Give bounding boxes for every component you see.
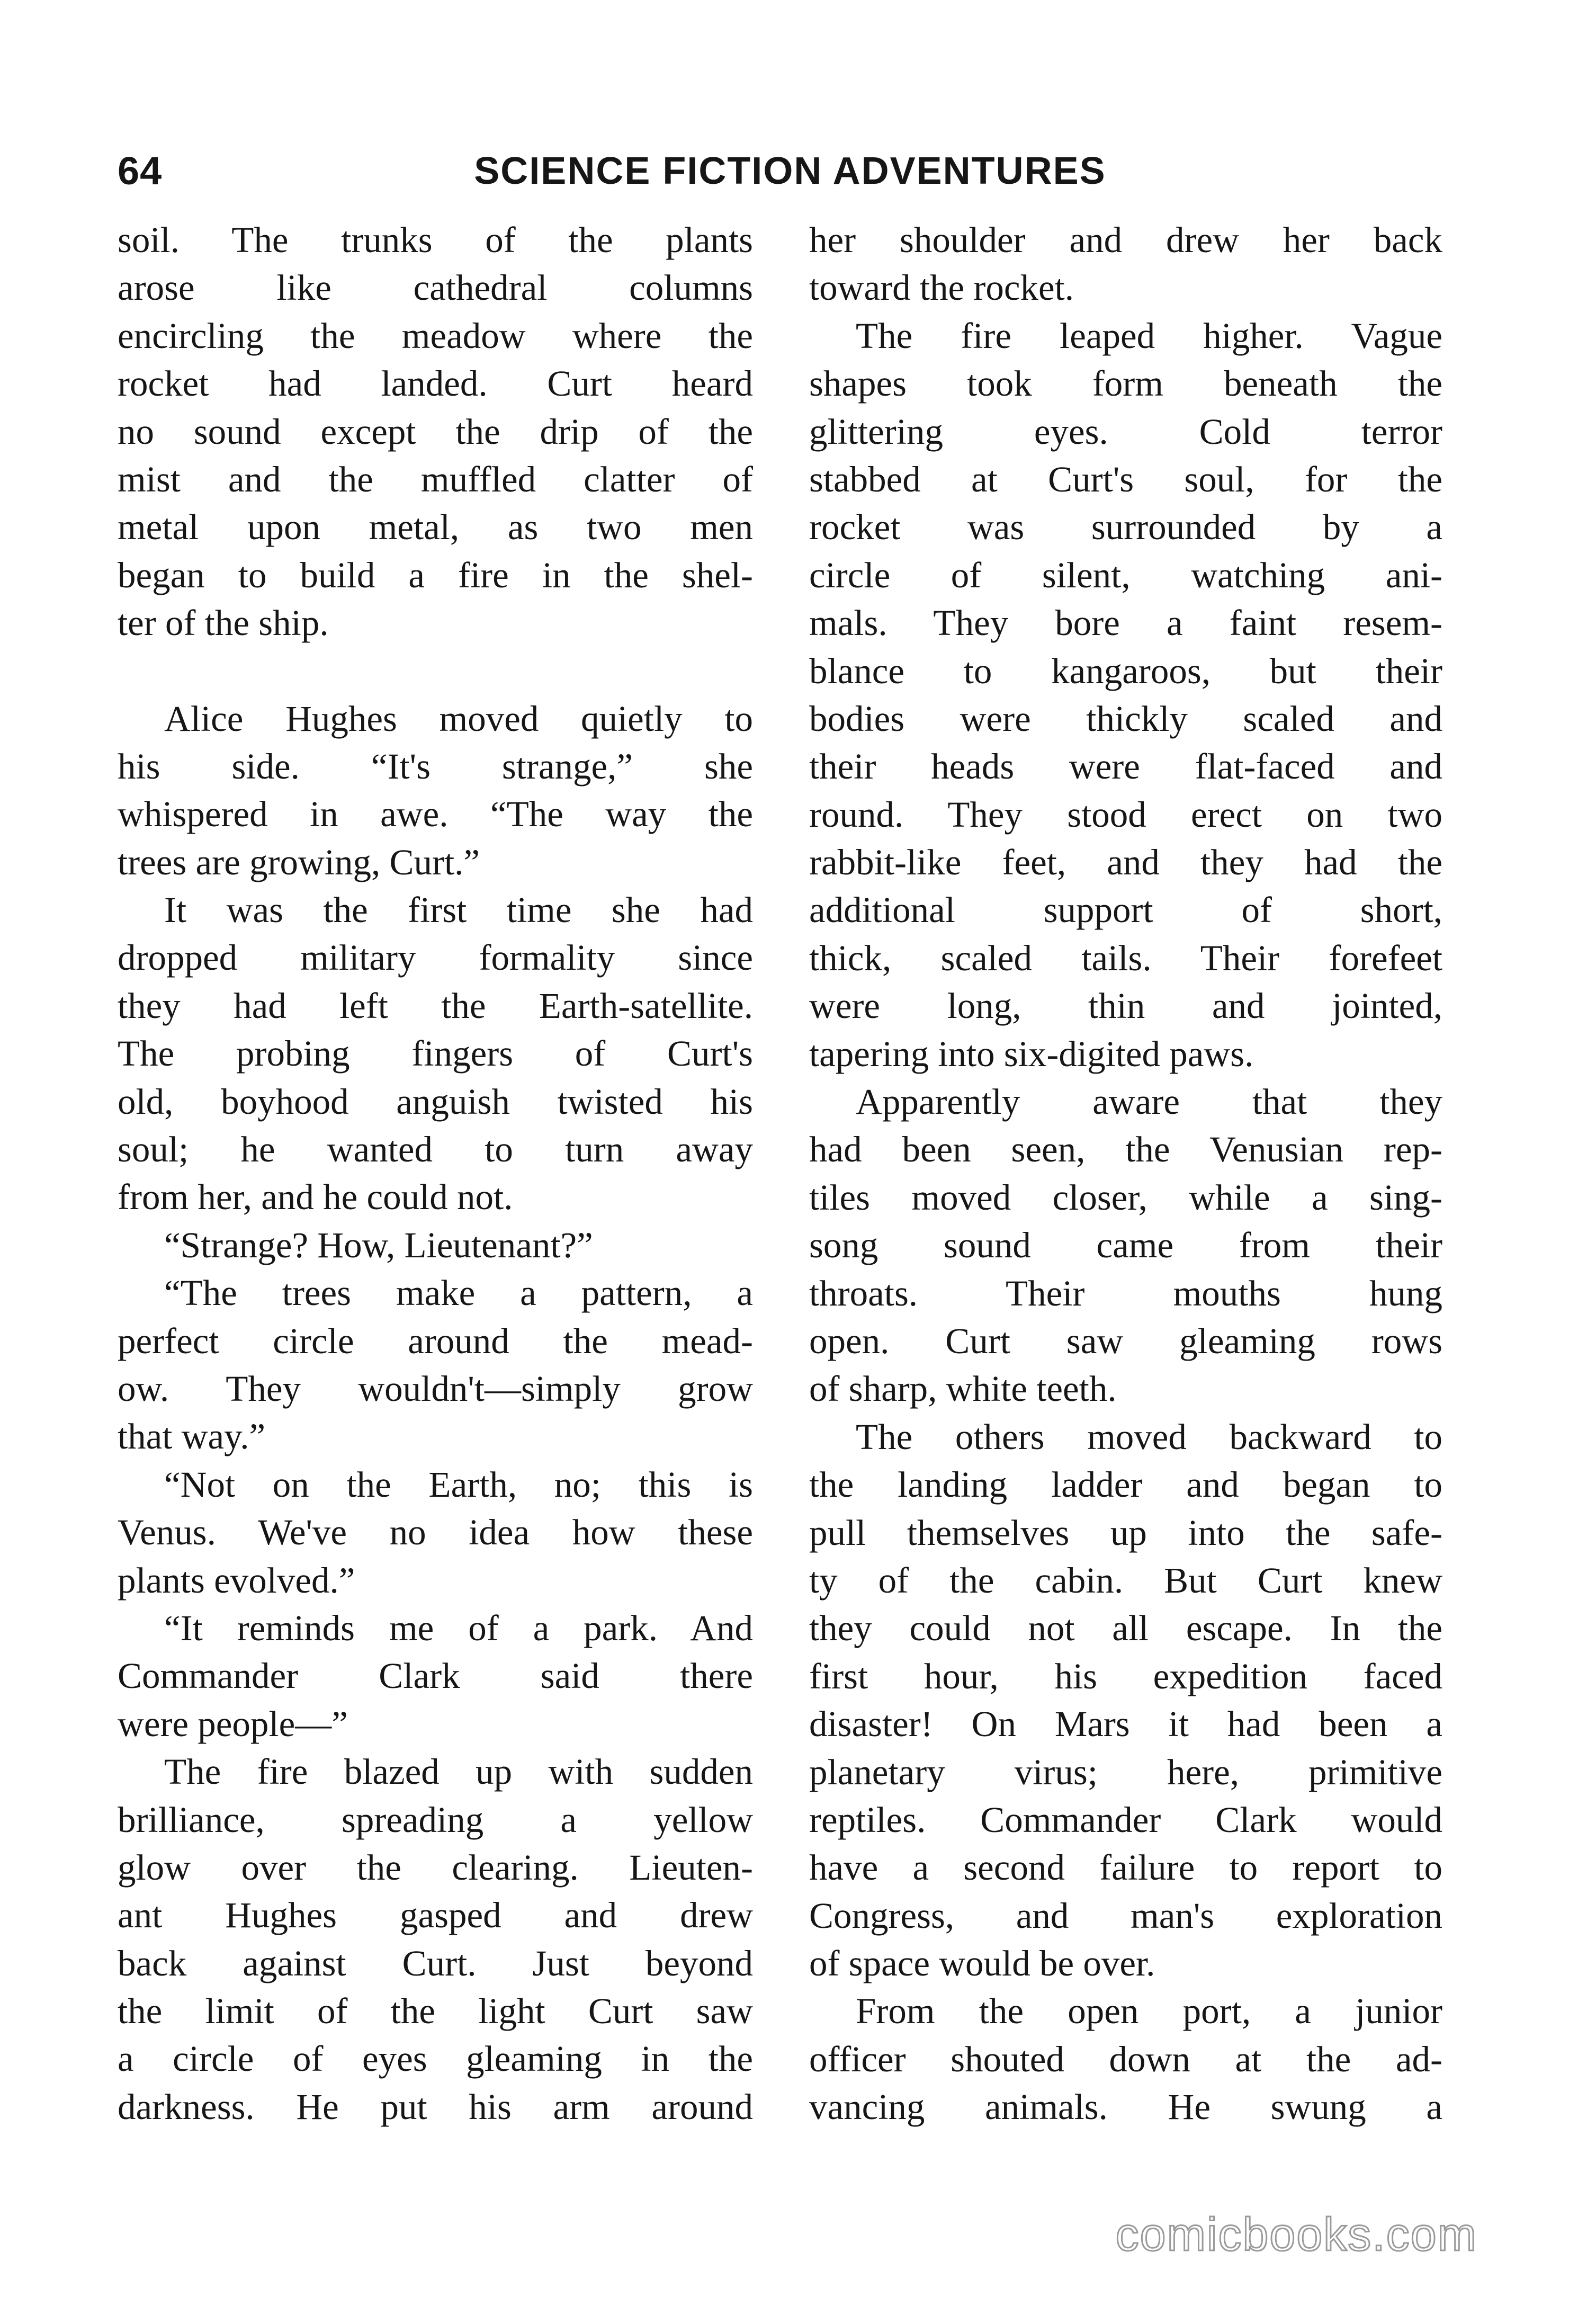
page-header bbox=[118, 142, 1463, 200]
text-line: soil. The trunks of the plants bbox=[118, 220, 753, 260]
text-line: mals. They bore a faint resem- bbox=[809, 603, 1442, 643]
text-line: began to build a fire in the shel- bbox=[118, 555, 753, 595]
text-line: circle of silent, watching ani- bbox=[809, 555, 1442, 595]
text-line: From the open port, a junior bbox=[856, 1991, 1442, 2032]
text-line: toward the rocket. bbox=[809, 267, 1074, 308]
text-line: first hour, his expedition faced bbox=[809, 1656, 1442, 1696]
text-line: whispered in awe. “The way the bbox=[118, 794, 753, 835]
text-line: were long, thin and jointed, bbox=[809, 986, 1442, 1026]
running-head: SCIENCE FICTION ADVENTURES bbox=[474, 150, 1106, 192]
text-line: song sound came from their bbox=[809, 1225, 1442, 1266]
text-line: Alice Hughes moved quietly to bbox=[164, 698, 753, 739]
text-line: vancing animals. He swung a bbox=[809, 2087, 1442, 2128]
text-line: reptiles. Commander Clark would bbox=[809, 1799, 1442, 1840]
text-line: have a second failure to report to bbox=[809, 1847, 1442, 1888]
text-line: shapes took form beneath the bbox=[809, 363, 1442, 404]
text-line: ant Hughes gasped and drew bbox=[118, 1895, 753, 1936]
text-line: no sound except the drip of the bbox=[118, 411, 753, 452]
text-line: disaster! On Mars it had been a bbox=[809, 1704, 1442, 1745]
text-line: dropped military formality since bbox=[118, 937, 753, 978]
text-line: of sharp, white teeth. bbox=[809, 1369, 1117, 1409]
left-column bbox=[118, 216, 753, 2131]
text-line: plants evolved.” bbox=[118, 1560, 355, 1601]
text-line: encircling the meadow where the bbox=[118, 315, 753, 356]
text-line: arose like cathedral columns bbox=[118, 267, 753, 308]
text-line: tiles moved closer, while a sing- bbox=[809, 1177, 1442, 1218]
text-line: a circle of eyes gleaming in the bbox=[118, 2039, 753, 2079]
text-line: brilliance, spreading a yellow bbox=[118, 1799, 753, 1840]
text-line: ow. They wouldn't—simply grow bbox=[118, 1368, 753, 1409]
text-line: were people—” bbox=[118, 1703, 348, 1744]
text-line: they had left the Earth-satellite. bbox=[118, 985, 753, 1026]
text-line: officer shouted down at the ad- bbox=[809, 2039, 1442, 2079]
text-line: Congress, and man's exploration bbox=[809, 1895, 1442, 1936]
text-line: had been seen, the Venusian rep- bbox=[809, 1129, 1442, 1170]
text-line: throats. Their mouths hung bbox=[809, 1273, 1442, 1313]
text-line: back against Curt. Just beyond bbox=[118, 1943, 753, 1983]
text-line: ty of the cabin. But Curt knew bbox=[809, 1560, 1442, 1601]
text-line: rabbit-like feet, and they had the bbox=[809, 842, 1442, 883]
paragraph-gap bbox=[118, 647, 753, 695]
text-line: the landing ladder and began to bbox=[809, 1464, 1442, 1505]
text-line: Commander Clark said there bbox=[118, 1656, 753, 1696]
text-line: ter of the ship. bbox=[118, 603, 329, 643]
text-line: planetary virus; here, primitive bbox=[809, 1751, 1442, 1792]
text-line: metal upon metal, as two men bbox=[118, 507, 753, 548]
text-line: of space would be over. bbox=[809, 1943, 1155, 1984]
text-line: “Not on the Earth, no; this is bbox=[164, 1464, 753, 1505]
text-line: darkness. He put his arm around bbox=[118, 2086, 753, 2127]
watermark-logo: comicbooks.com bbox=[1115, 2208, 1477, 2260]
text-line: soul; he wanted to turn away bbox=[118, 1129, 753, 1170]
text-line: they could not all escape. In the bbox=[809, 1608, 1442, 1649]
text-line: thick, scaled tails. Their forefeet bbox=[809, 937, 1442, 978]
text-line: glow over the clearing. Lieuten- bbox=[118, 1847, 753, 1888]
text-line: Apparently aware that they bbox=[856, 1081, 1442, 1122]
text-line: “Strange? How, Lieutenant?” bbox=[164, 1224, 593, 1265]
text-line: tapering into six-digited paws. bbox=[809, 1033, 1254, 1074]
text-line: open. Curt saw gleaming rows bbox=[809, 1320, 1442, 1361]
text-line: “It reminds me of a park. And bbox=[164, 1607, 753, 1648]
text-line: rocket was surrounded by a bbox=[809, 507, 1442, 548]
text-line: blance to kangaroos, but their bbox=[809, 650, 1442, 691]
text-line: It was the first time she had bbox=[164, 890, 753, 931]
text-line: “The trees make a pattern, a bbox=[164, 1273, 753, 1313]
text-line: The others moved backward to bbox=[856, 1416, 1442, 1457]
text-line: The fire blazed up with sudden bbox=[164, 1751, 753, 1792]
text-line: trees are growing, Curt.” bbox=[118, 842, 480, 882]
text-line: additional support of short, bbox=[809, 890, 1442, 931]
text-line: his side. “It's strange,” she bbox=[118, 746, 753, 786]
page-number: 64 bbox=[118, 149, 163, 193]
text-line: the limit of the light Curt saw bbox=[118, 1991, 753, 2032]
text-line: The probing fingers of Curt's bbox=[118, 1033, 753, 1074]
text-line: round. They stood erect on two bbox=[809, 794, 1442, 835]
text-line: glittering eyes. Cold terror bbox=[809, 411, 1442, 452]
text-line: The fire leaped higher. Vague bbox=[856, 315, 1442, 356]
text-line: from her, and he could not. bbox=[118, 1177, 513, 1218]
text-line: rocket had landed. Curt heard bbox=[118, 363, 753, 404]
text-line: pull themselves up into the safe- bbox=[809, 1512, 1442, 1553]
text-line: mist and the muffled clatter of bbox=[118, 459, 753, 499]
text-line: bodies were thickly scaled and bbox=[809, 698, 1442, 739]
text-line: Venus. We've no idea how these bbox=[118, 1512, 753, 1553]
right-column bbox=[809, 216, 1442, 2131]
text-line: stabbed at Curt's soul, for the bbox=[809, 459, 1442, 499]
text-line: their heads were flat-faced and bbox=[809, 746, 1442, 787]
text-line: old, boyhood anguish twisted his bbox=[118, 1081, 753, 1122]
text-line: that way.” bbox=[118, 1416, 266, 1457]
text-line: her shoulder and drew her back bbox=[809, 220, 1442, 260]
text-line: perfect circle around the mead- bbox=[118, 1320, 753, 1361]
